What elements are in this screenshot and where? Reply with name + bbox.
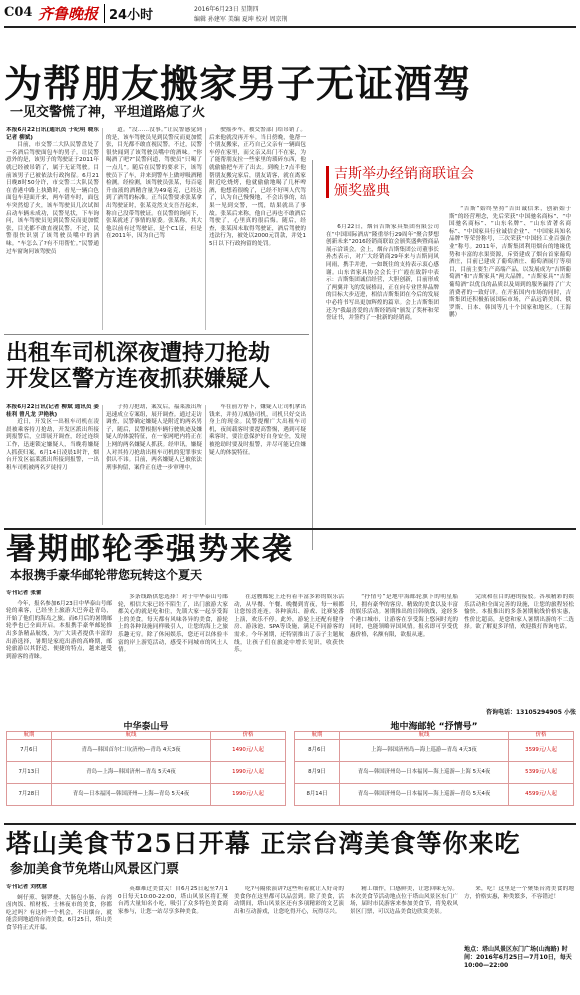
table-cell-date: 7月13日 (7, 762, 52, 784)
table-header-cell: 价格 (509, 732, 574, 740)
table-header-row (7, 732, 286, 740)
table-cell-price: 3599元/人起 (509, 740, 574, 762)
article5-column-1 (6, 884, 112, 992)
article5-text-4: 精工细作，口感鲜美，让您回味无穷。本次美食节活动地点位于塔山风景区东门广场，届时市民游客来参加美食节，将免收风景区门票，可以边品美食边欣赏美景。 (350, 886, 458, 915)
article4-text-5: 完成和在目的港的接驳。各项精彩的娱乐活动和全面完善的设施，让您的旅程轻松愉快。本报推出的多条暑期航线价格实惠，性价比超高，是您和家人暑期出游的不二选择。欲了解更多详情，欢迎拨打咨询电话。 (464, 594, 574, 631)
article4-column-5 (464, 594, 574, 706)
article2-column-3 (209, 404, 306, 524)
article5-column-5 (464, 886, 574, 944)
table-right-title: 地中海邮轮 “抒情号” (390, 722, 478, 732)
table-header-cell: 航期 (295, 732, 340, 740)
article4-text-3: 在这艘邮轮上还有着丰富多彩的娱乐活动，从早餐、午餐、晚餐到宵夜，每一顿都让您惊喜连连。各种演出、游戏、比赛轮番上演，欢乐不停。此外，游轮上还配有健身房、游泳池、SPA等设施，满足不同游客的需求。今年暑期，还特别推出了亲子主题航线，让孩子们在旅途中增长见识，收获快乐。 (234, 594, 344, 654)
editors-line: 编辑 孙建军 美编 夏坤 校对 周京荆 (194, 16, 288, 23)
article5-text-2: 英雄难过美食关！自6月25日起至7月10日每天10:00-22:00，塔山风景区将汇聚台湾大量知名小吃，吸引了众多特色美食商家参与，让您一站尽享多种美食。 (118, 886, 228, 915)
article2-column-2 (106, 404, 202, 524)
table-cell-date: 8月9日 (295, 762, 340, 784)
table-cell-price: 1490元/人起 (211, 740, 286, 762)
table-row (295, 740, 574, 762)
page-header (4, 3, 576, 25)
article4-text-4: “抒情号”是地中海邮轮旗下的明星船只，拥有豪华的客房、精致的美食以及丰富的娱乐活动。暑期推出的日韩航线，途经多个港口城市，让游客在享受海上悠闲时光的同时，也能领略异国风情。报名即可享受优惠价格，名额有限，欲报从速。 (350, 594, 458, 638)
table-cell-price: 5399元/人起 (509, 762, 574, 784)
article3-column-1 (326, 224, 439, 554)
page-number: C04 (4, 5, 33, 20)
article2-text-1: 近日，开发区一出租车司机在凌晨被乘客持刀抢劫，开发区派出所接到报警后，立即展开调查，经过连续工作，迅速锁定嫌疑人，当晚将嫌疑人抓获归案。6月14日凌晨1时许，烟台开发区福莱派出所接到报警，一出租车司机被两名歹徒持刀 (6, 419, 99, 471)
article2-text-3: 车在前方停下，嫌疑人让司机拿出钱来，并持刀威胁司机，司机只好交出身上的现金。民警提醒广大出租车司机，夜间载客时要提高警惕，遇到可疑乘客时，要注意保护好自身安全，发现被抢劫时要及时报警，并尽可能记住嫌疑人的体貌特征。 (209, 404, 306, 456)
article3-title: 吉斯举办经销商联谊会颁奖盛典 (334, 166, 474, 199)
table-header-cell: 航期 (7, 732, 52, 740)
table-header-row (295, 732, 574, 740)
article4-text-2: 多条线路供您选择！对于中华泰山号邮轮，相信大家已经不陌生了，出门旅游大家都关心的就是吃和住，先锁大家一起享受海上的美食。每天都有风味各异的美食，游轮上的各种设施同样吸引人，让您的海上之旅乐趣无穷。除了休闲娱乐，您还可以体验丰富的岸上游览活动，感受不同城市的风土人情。 (118, 594, 228, 654)
table-row (295, 784, 574, 806)
table-cell-route: 青岛—上海—韩国济州—青岛 5天4夜 (52, 762, 211, 784)
article3-block (326, 160, 576, 560)
article1-text-1: 目前，市交警二大队民警盘处了一名酒后驾驶面包车的男子。让民警意外的是，该男子的驾驶证于2011年就已经被吊销了，属于无证驾驶。目前该男子已被依法行政拘留。6月21日晚8时50分许，市交警二大队民警在香港中路上执勤时，看见一辆白色面包车迎面开来，两车错车时，面包车突然熄了火，该车驾驶员几次试图启动车辆未成功，民警见状，下车询问，该车驾驶员见到民警反而更加慌张，目光都不敢直视民警。不过，民警很快识别了该驾驶员嘴中的酒味。“车怎么了?有不用帮忙。”民警通过车窗询问该驾驶员 (6, 142, 99, 255)
table-cell-route: 上海—韩国济州岛—海上巡游—青岛 4天3夜 (340, 740, 509, 762)
article1-text-2: 道。“没……没事。”让民警感觉到的是，该车驾驶员见到民警反而更加慌张，目光都不敢直视民警。不过，民警很快闻到了该驾驶员嘴中的酒味。“你喝酒了吧?”民警问道，驾驶员“只喝了一点儿”。随后在民警的要求下，该驾驶员下了车，并来到警车上做呼吸酒精检测。经检测，该驾驶员张某，每百毫升血液的酒精含量为49毫克，已经达到了酒驾的标准。正当民警要求张某拿出驾驶证时，张某竟然支支吾吾起来，称自己没带驾驶证。在民警的询问下，张某就述了事情的原委。张某称，其大他以前有过驾驶证，是个C1证，但是在2011年，因为自己驾 (106, 127, 202, 240)
article2-column-1 (6, 404, 99, 524)
article1-title: 为帮朋友搬家男子无证酒驾 (4, 61, 473, 106)
article4-byline: 专刊记者 张蕾 (6, 590, 42, 596)
article3-text-1: 6月22日，烟台吉斯家具集团有限公司在“中国国际酒店”隆重举行29周年“聚合梦想 创新未来”2016经销商联谊会颁奖盛典暨商品展示洽谈会。会上，烟台吉斯集团公司董事长孙杰表示，对广大经销商29年来与吉斯同风同雨，携手并进，一如既往的支持表示衷心感谢。山东省家具协会会长于广霞在致辞中表示：吉斯集团诚信经营，大胆创新，目前形成了两翼并飞的发展格局，正在向专业世界品牌的目标大步迈进，相信吉斯集团在今后的发展中必将书写出更加辉煌的篇章。会上吉斯集团还为“我最喜爱的吉斯经销商”颁发了奖杯和荣誉证书，并签约了一批新的经销商。 (326, 224, 439, 322)
table-header-cell: 航线 (340, 732, 509, 740)
issue-date: 2016年6月23日 星期四 (194, 6, 259, 13)
table-cell-date: 7月28日 (7, 784, 52, 806)
article2-subtitle: 开发区警方连夜抓获嫌疑人 (6, 366, 271, 392)
article1-byline: 本报6月22日讯(通讯员 于纪明 晓东 记者 柳斌) (6, 127, 99, 141)
article5-column-2 (118, 886, 228, 992)
article4-column-3 (234, 594, 344, 718)
article4-column-4 (350, 594, 458, 718)
table-cell-route: 青岛—韩国济州岛—日本福冈—海上巡游—青岛 5天4夜 (340, 784, 509, 806)
table-cell-price: 1990元/人起 (211, 762, 286, 784)
table-cell-date: 8月6日 (295, 740, 340, 762)
table-header-cell: 价格 (211, 732, 286, 740)
article5-text-1: 蚵仔煎、铜锣烧、大肠包小肠、台湾卤肉饭、棺材板、士林夜市的美食，你都吃过吗？有这样一个机会，不出烟台，就能尝到地道的台湾美食。6月25日，塔山美食节将正式开幕。 (6, 894, 112, 931)
table-cell-route: 青岛—韩国首尔仁川(济州)—青岛 4天3夜 (52, 740, 211, 762)
article5-subtitle: 参加美食节免塔山风景区门票 (10, 862, 180, 877)
table-cell-price: 4599元/人起 (509, 784, 574, 806)
article5-title: 塔山美食节25日开幕 正宗台湾美食等你来吃 (6, 829, 521, 858)
article4-column-2 (118, 594, 228, 718)
article3-text-2: “吉斯”始终坚持“吉田诚信来，创新始于斯”的经营理念，先后荣获“中国驰名商标”、“中国驰名商标”、“山东名牌”、“山东省著名商标”、“中国家具行业诚信企业”、“中国家具知名品牌”等荣誉称号，三次荣获“中国轻工业百强企业”称号。2011年，吉斯集团利用烟台的地缘优势和丰富的水果资源，斥资建成了烟台首家葡萄酒庄，目前已建成了葡萄酒庄、葡萄酒展厅等项目，目前主要生产高端产品，以发展成为“吉斯葡萄酒”和“吉斯家具”两大品牌。“吉斯家具”“吉斯葡萄酒”以优良的品质以及周到的服务赢得了广大消费者的一致好评。在开拓国内市场的同时，吉斯集团还积极拓展国际市场，产品远销美国、俄罗斯、日本、韩国等几十个国家和地区。（王海鹏） (449, 206, 571, 319)
section-name: 24小时 (104, 4, 153, 23)
table-row (7, 784, 286, 806)
table-row (7, 740, 286, 762)
article4-title: 暑期邮轮季强势来袭 (6, 532, 294, 567)
article2-byline: 本报6月22日讯(记者 柳斌 通讯员 姜桂利 曾凡龙 尹艳秋) (6, 404, 99, 418)
table-right (294, 731, 574, 806)
table-row (295, 762, 574, 784)
article1-text-3: 驶摇步车，被交警部门给吊销了。后来他就没再开车。当日傍晚，他帮一个朋友搬家，正巧自己父亲有一辆面包车停在家里，而父亲又出门不在家，为了能帮朋友拉一些家里的琐碎东西，他就偷偷把车开了出去。到晚上7点半他帮朋友搬完家后，朋友请客，就在离家附近吃烧烤，他就偷偷地喝了几杯啤酒，他想着很晚了，已经不好叫人代驾了，认为自己慢慢地，不会出事的，结果一见到交警，一慌，结果就出了事故。张某后来称，他自己再也不敢酒后驾驶了，心里真的很后悔。随后，经查，张某因未取得驾驶证，酒后驾驶的违法行为，被处以2000元罚款，并处15日以下行政拘留的处罚。 (209, 127, 306, 247)
article5-text-5: 来，吃！这里是一个聚集台湾美食的地方，价格实惠，种类繁多，不容错过！ (464, 886, 574, 900)
table-cell-route: 青岛—韩国济州岛—日本福冈—海上巡游—上海 5天4夜 (340, 762, 509, 784)
table-cell-date: 8月14日 (295, 784, 340, 806)
table-header-cell: 航线 (52, 732, 211, 740)
table-cell-price: 1990元/人起 (211, 784, 286, 806)
article2-title: 出租车司机深夜遭持刀抢劫 (6, 340, 271, 366)
article4-hotline: 咨询电话：13105294905 小张 (485, 709, 576, 716)
article1-subtitle: 一见交警慌了神，平坦道路熄了火 (10, 105, 206, 120)
table-left-title: 中华泰山号 (123, 722, 169, 732)
article5-text-3: 吃?马隔依演讲?这些听着就让人好奇的美食你在这里都可以品尝到。除了美食，活动期间，塔山风景区还有多项精彩的文艺演出和互动游戏，让您吃得开心，玩得尽兴。 (234, 886, 344, 915)
article5-info: 地点：塔山风景区东门广场(山海路) 时间：2016年6月25日—7月10日，每天10:00—22:00 (464, 946, 572, 969)
article4-column-1 (6, 590, 112, 718)
table-left (6, 731, 286, 806)
article4-subtitle: 本报携手豪华邮轮带您玩转这个夏天 (10, 568, 203, 582)
paper-name: 齐鲁晚报 (38, 5, 99, 23)
article1-column-2 (106, 127, 202, 330)
article1-column-3 (209, 127, 306, 330)
table-cell-route: 青岛—日本福冈—韩国济州—上海—青岛 5天4夜 (52, 784, 211, 806)
article3-column-2 (449, 206, 571, 554)
article5-byline: 专刊记者 刘枕慧 (6, 884, 48, 890)
table-row (7, 762, 286, 784)
article5-column-3 (234, 886, 344, 992)
article1-column-1 (6, 127, 99, 330)
article5-column-4 (350, 886, 458, 992)
article2-text-2: 子持刀抢劫，案发后，福莱派出所迅速成立专案组，展开调查。通过走访调查，民警确定嫌疑人是附近的两名男子，随后，民警根据车辆行驶轨迹及嫌疑人的体貌特征，在一家网吧内将正在上网的两名嫌疑人抓获。经审讯，嫌疑人对其持刀抢劫出租车司机的犯罪事实供认不讳。目前，两名嫌疑人已被依法刑事拘留，案件正在进一步审理中。 (106, 404, 202, 471)
article4-text-1: 今年，报名参加6月23日中华泰山号邮轮的乘客，已经坐上旅游大巴奔赴青岛，开始了他们的海岛之旅。而6月后的暑期邮轮季也已全面开启。本报携手豪华邮轮推出多条精品航线，为广大读者提供丰富的出游选择，暑期是家庭出游的高峰期，邮轮旅游以其舒适、便捷的特点，越来越受到游客的青睐。 (6, 600, 112, 660)
table-cell-date: 7月6日 (7, 740, 52, 762)
